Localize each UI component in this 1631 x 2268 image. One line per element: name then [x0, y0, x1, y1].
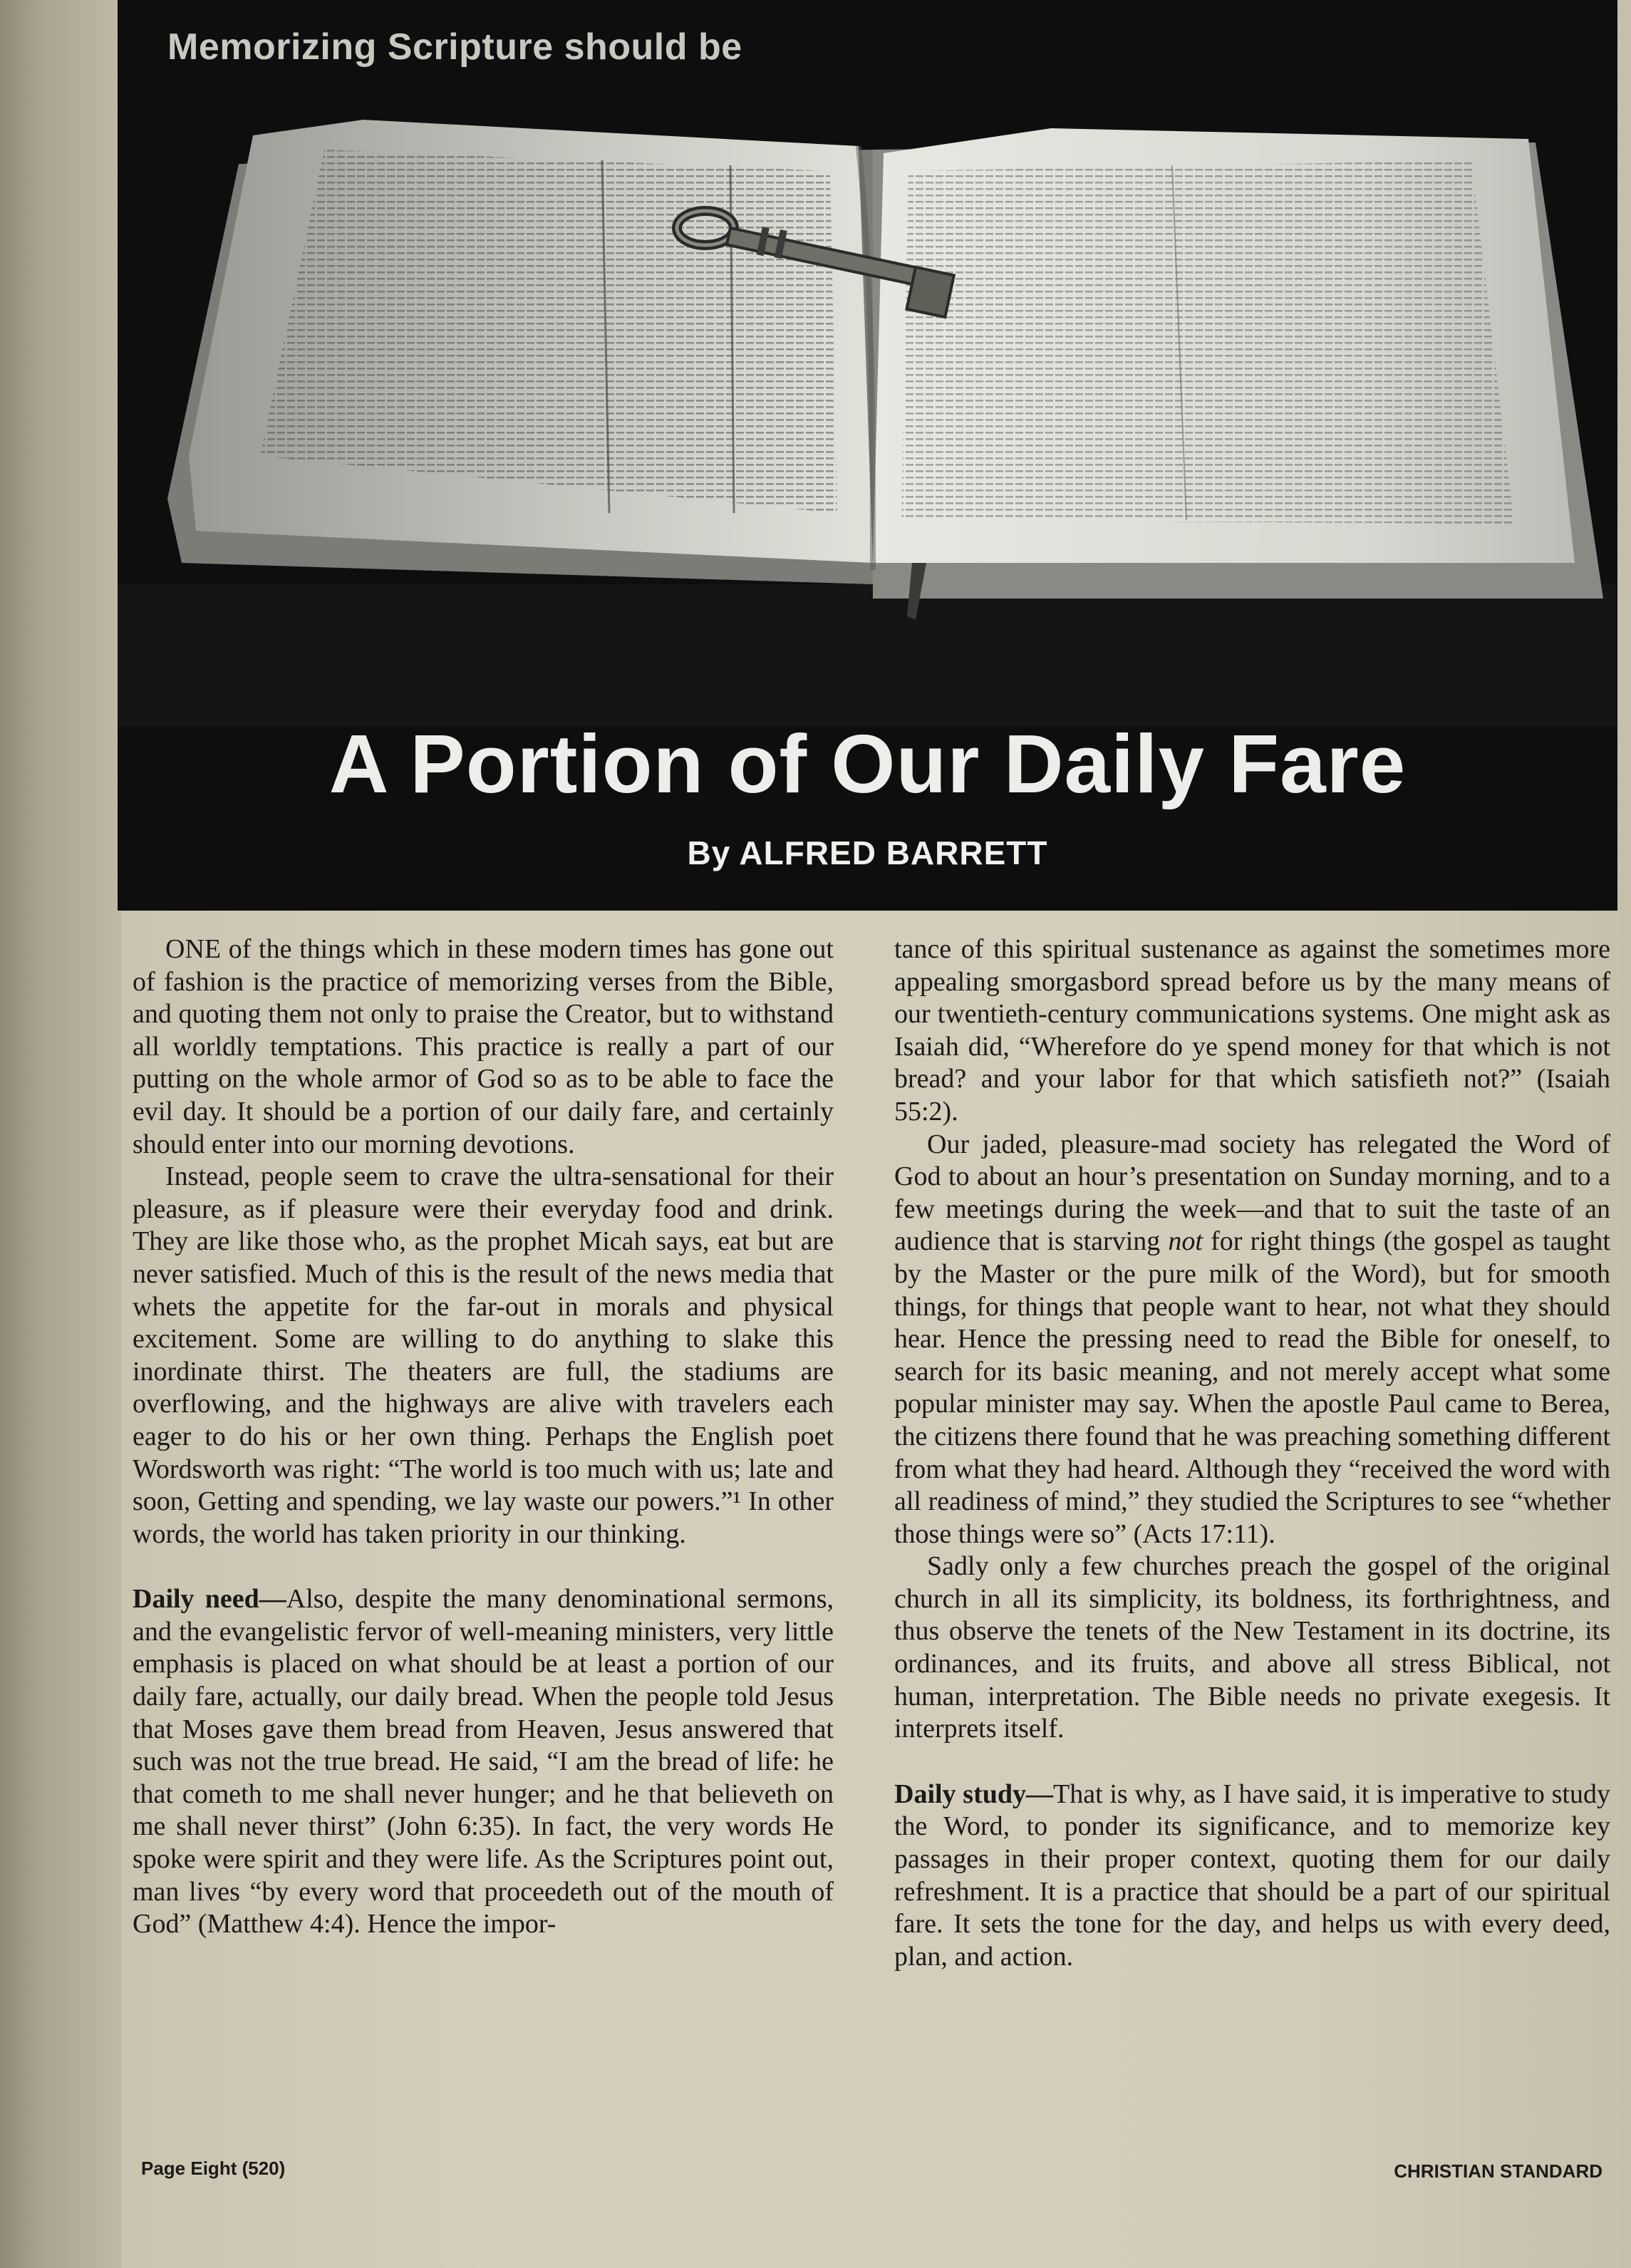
paragraph: Sadly only a few churches preach the gospel of the original church in all its simplicity, its boldness, its forthrightness, and thus observe the tenets of the New Testament in its doctrine, its ordinances, and its fruits, and above all stress Biblical, not human, interpretation. The Bible needs no private exegesis. It interprets itself.: [894, 1551, 1610, 1744]
paragraph: ONE of the things which in these modern times has gone out of fashion is the practice of memorizing verses from the Bible, and quoting them not only to praise the Creator, but to withstand all worldly temptations. This practice is really a part of our putting on the whole armor of God so as to be able to face the evil day. It should be a portion of our daily fare, and certainly should enter into our morning devotions.: [133, 934, 834, 1159]
paragraph: Our jaded, pleasure-mad society has relegated the Word of God to about an hour’s presentation on Sunday morning, and to a few meetings during the week—and that to suit the taste of an audience that is starving not for right things (the gospel as taught by the Master or the pure milk of the Word), but for smooth things, for things that people want to hear, not what they should hear. Hence the pressing need to read the Bible for oneself, to search for its basic meaning, and not merely accept what some popular minister may say. When the apostle Paul came to Berea, the citizens there found that he was preaching something different from what they had heard. Although they “received the word with all readiness of mind,” they studied the Scriptures to see “whether those things were so” (Acts 17:11).: [894, 1129, 1610, 1549]
article-column-right: [894, 933, 1610, 1973]
article-title: A Portion of Our Daily Fare: [328, 718, 1407, 810]
section-subhead: Daily need—: [133, 1584, 286, 1615]
section-subhead: Daily study—: [894, 1778, 1053, 1809]
header-photo: [118, 0, 1617, 911]
paragraph: Instead, people seem to crave the ultra-sensational for their pleasure, as if pleasure were their everyday food and drink. They are like those who, as the prophet Micah says, eat but are never satisfied. Much of this is the result of the news media that whets the appetite for the far-out in morals and physical excitement. Some are willing to do anything to slake this inordinate thirst. The theaters are full, the stadiums are overflowing, and the highways are alive with travelers each eager to do his or her own thing. Perhaps the English poet Wordsworth was right: “The world is too much with us; late and soon, Getting and spending, we lay waste our powers.”¹ In other words, the world has taken priority in our thinking.: [133, 1161, 834, 1549]
publication-name: CHRISTIAN STANDARD: [1394, 2160, 1602, 2182]
paragraph: tance of this spiritual sustenance as against the sometimes more appealing smorgasbord spread before us by the many means of our twentieth-century communications systems. One might ask as Isaiah did, “Wherefore do ye spend money for that which is not bread? and your labor for that which satisfieth not?” (Isaiah 55:2).: [894, 934, 1610, 1127]
paragraph: Daily study—That is why, as I have said, it is imperative to study the Word, to ponder its significance, and to memorize key passages in their proper context, quoting them for our daily refreshment. It is a practice that should be a part of our spiritual fare. It sets the tone for the day, and helps us with every deed, plan, and action.: [894, 1778, 1610, 1972]
paragraph: Daily need—Also, despite the many denominational sermons, and the evangelistic fervor of well-meaning ministers, very little emphasis is placed on what should be at least a portion of our daily fare, actually, our daily bread. When the people told Jesus that Moses gave them bread from Heaven, Jesus answered that such was not the true bread. He said, “I am the bread of life: he that cometh to me shall never hunger; and he that believeth on me shall never thirst” (John 6:35). In fact, the very words He spoke were spirit and they were life. As the Scriptures point out, man lives “by every word that proceedeth out of the mouth of God” (Matthew 4:4). Hence the impor-: [133, 1584, 834, 1940]
article-byline: By ALFRED BARRETT: [687, 834, 1048, 871]
article-kicker: Memorizing Scripture should be: [167, 26, 742, 68]
page-number: Page Eight (520): [141, 2158, 286, 2179]
article-column-left: [133, 933, 834, 1941]
emphasis: not: [1168, 1226, 1203, 1257]
page-edge: [0, 0, 121, 2268]
